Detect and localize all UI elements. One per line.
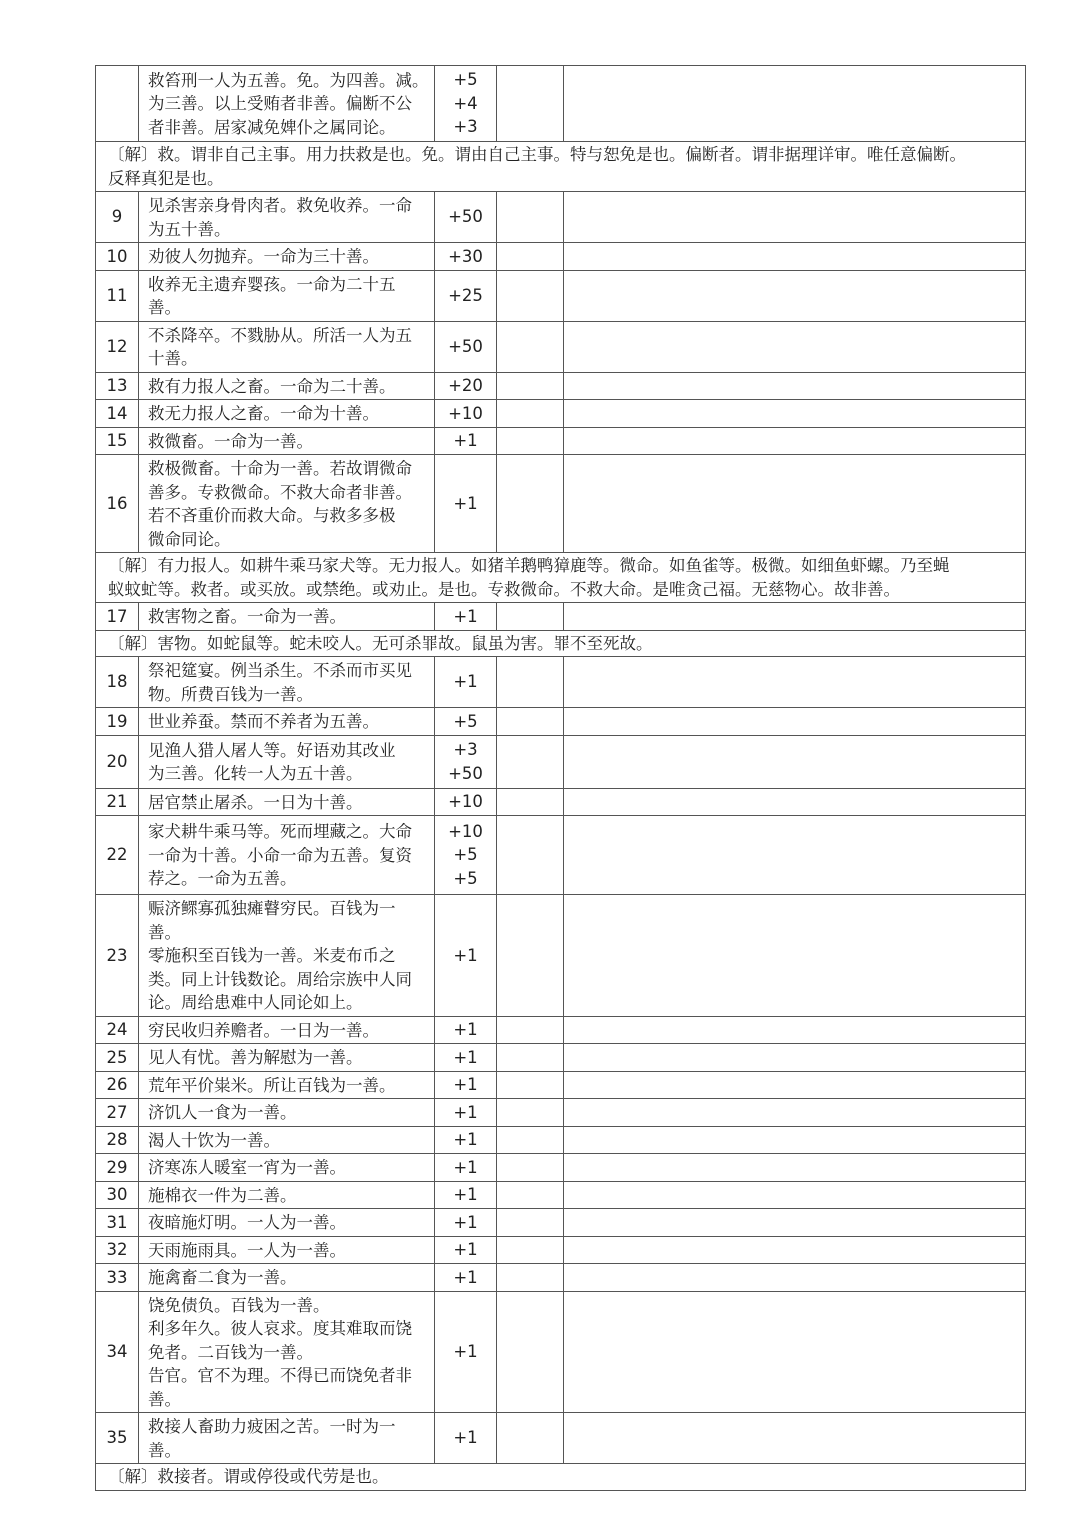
description-line: 救无力报人之畜。一命为十善。 [148, 404, 379, 423]
commentary-line: 〔解〕有力报人。如耕牛乘马家犬等。无力报人。如猪羊鹅鸭獐鹿等。微命。如鱼雀等。极微。如细鱼虾螺。乃至蝇 [108, 556, 950, 575]
merit-score [435, 1016, 497, 1044]
merit-score [435, 1291, 497, 1413]
description-line: 十善。 [148, 349, 198, 368]
merit-row [96, 708, 1026, 736]
merit-description [139, 427, 435, 455]
merit-score [435, 1209, 497, 1237]
description-line: 为三善。化转一人为五十善。 [148, 764, 363, 783]
description-line: 世业养蚕。禁而不养者为五善。 [148, 712, 379, 731]
description-line: 渴人十饮为一善。 [148, 1130, 280, 1150]
merit-description [139, 321, 435, 372]
merit-description [139, 708, 435, 736]
merit-description [139, 192, 435, 243]
tally-cell[interactable] [497, 372, 564, 400]
score-value: +1 [453, 1212, 478, 1232]
description-line: 善。 [148, 298, 181, 317]
merit-score [435, 895, 497, 1017]
score-value: +1 [453, 1240, 478, 1259]
item-number: 22 [96, 816, 139, 895]
merit-score [435, 1071, 497, 1099]
merit-description [139, 400, 435, 428]
merit-score [435, 708, 497, 736]
merit-score [435, 657, 497, 708]
description-line: 物。所费百钱为一善。 [148, 684, 313, 704]
merit-description [139, 1126, 435, 1154]
score-value: +1 [453, 1342, 478, 1361]
tally-cell[interactable] [497, 321, 564, 372]
score-value: +5 [453, 70, 478, 90]
merit-score [435, 455, 497, 553]
tally-cell[interactable] [497, 735, 564, 788]
score-value: +1 [453, 1047, 478, 1067]
tally-cell[interactable] [497, 270, 564, 321]
description-line: 善多。专救微命。不救大命者非善。 [148, 482, 412, 502]
score-value: +3 [453, 117, 478, 137]
description-line: 若不吝重价而救大命。与救多多极 [148, 506, 396, 525]
description-line: 救有力报人之畜。一命为二十善。 [148, 376, 396, 396]
merit-description [139, 1071, 435, 1099]
tally-cell[interactable] [497, 1099, 564, 1127]
merit-row [96, 1071, 1026, 1099]
commentary-line: 蚁蚊虻等。救者。或买放。或禁绝。或劝止。是也。专救微命。不救大命。是唯贪己福。无慈物心。故非善。 [108, 579, 900, 599]
item-number: 27 [96, 1099, 139, 1127]
remarks-cell[interactable] [564, 1126, 1026, 1154]
remarks-cell[interactable] [564, 1413, 1026, 1464]
merit-score [435, 192, 497, 243]
remarks-cell[interactable] [564, 192, 1026, 243]
item-number: 25 [96, 1044, 139, 1072]
merit-row [96, 788, 1026, 816]
score-value: +3 [453, 740, 478, 759]
merit-description [139, 1291, 435, 1413]
tally-cell[interactable] [497, 1236, 564, 1264]
description-line: 见人有忧。善为解慰为一善。 [148, 1048, 363, 1067]
item-number: 12 [96, 321, 139, 372]
merit-row [96, 735, 1026, 788]
commentary-text [96, 630, 1026, 657]
remarks-cell[interactable] [564, 895, 1026, 1017]
description-line: 施棉衣一件为二善。 [148, 1185, 297, 1205]
merit-row [96, 1264, 1026, 1292]
remarks-cell[interactable] [564, 1236, 1026, 1264]
merit-row [96, 1016, 1026, 1044]
remarks-cell[interactable] [564, 1209, 1026, 1237]
commentary-row [96, 1464, 1026, 1491]
item-number: 13 [96, 372, 139, 400]
merit-score [435, 816, 497, 895]
merit-row [96, 1209, 1026, 1237]
remarks-cell[interactable] [564, 1154, 1026, 1182]
tally-cell[interactable] [497, 455, 564, 553]
remarks-cell[interactable] [564, 455, 1026, 553]
tally-cell[interactable] [497, 1264, 564, 1292]
merit-row [96, 1181, 1026, 1209]
commentary-line: 反释真犯是也。 [108, 168, 224, 188]
merit-description [139, 735, 435, 788]
remarks-cell[interactable] [564, 1181, 1026, 1209]
tally-cell[interactable] [497, 1291, 564, 1413]
merit-row [96, 1154, 1026, 1182]
description-line: 施禽畜二食为一善。 [148, 1268, 297, 1287]
tally-cell[interactable] [497, 1126, 564, 1154]
item-number: 24 [96, 1016, 139, 1044]
description-line: 见杀害亲身骨肉者。救免收养。一命 [148, 196, 412, 215]
merit-row [96, 270, 1026, 321]
description-line: 荐之。一命为五善。 [148, 869, 297, 889]
score-value: +1 [453, 1020, 478, 1039]
merit-row [96, 1044, 1026, 1072]
tally-cell[interactable] [497, 1209, 564, 1237]
item-number: 20 [96, 735, 139, 788]
score-value: +5 [453, 711, 478, 731]
remarks-cell[interactable] [564, 270, 1026, 321]
remarks-cell[interactable] [564, 603, 1026, 631]
merit-row [96, 1099, 1026, 1127]
description-line: 微命同论。 [148, 529, 231, 549]
tally-cell[interactable] [497, 1016, 564, 1044]
item-number: 14 [96, 400, 139, 428]
item-number: 34 [96, 1291, 139, 1413]
merit-description [139, 1099, 435, 1127]
score-value: +1 [453, 1130, 478, 1149]
score-value: +5 [453, 845, 478, 865]
merit-description [139, 1044, 435, 1072]
merit-row [96, 1413, 1026, 1464]
commentary-text [96, 553, 1026, 603]
score-value: +1 [453, 672, 478, 692]
description-line: 救微畜。一命为一善。 [148, 431, 313, 451]
merit-description [139, 372, 435, 400]
score-value: +10 [448, 821, 483, 841]
item-number: 23 [96, 895, 139, 1017]
ledger-body [96, 66, 1026, 1491]
merit-description [139, 455, 435, 553]
merit-description [139, 1236, 435, 1264]
item-number: 26 [96, 1071, 139, 1099]
merit-score [435, 270, 497, 321]
merit-score [435, 603, 497, 631]
merit-row [96, 455, 1026, 553]
score-value: +10 [448, 403, 483, 423]
commentary-line: 〔解〕害物。如蛇鼠等。蛇未咬人。无可杀罪故。鼠虽为害。罪不至死故。 [108, 633, 653, 653]
description-line: 济饥人一食为一善。 [148, 1103, 297, 1122]
description-line: 论。周给患难中人同论如上。 [148, 993, 363, 1012]
description-line: 收养无主遗弃婴孩。一命为二十五 [148, 274, 396, 294]
tally-cell[interactable] [497, 1044, 564, 1072]
merit-description [139, 1264, 435, 1292]
merit-row [96, 66, 1026, 142]
item-number: 19 [96, 708, 139, 736]
merit-score [435, 1044, 497, 1072]
merit-description [139, 895, 435, 1017]
description-line: 救笞刑一人为五善。免。为四善。减。 [148, 70, 429, 90]
merit-score [435, 66, 497, 142]
score-value: +1 [453, 606, 478, 626]
score-value: +25 [448, 285, 483, 305]
merit-description [139, 1209, 435, 1237]
tally-cell[interactable] [497, 657, 564, 708]
remarks-cell[interactable] [564, 427, 1026, 455]
remarks-cell[interactable] [564, 243, 1026, 271]
score-value: +1 [453, 1267, 478, 1287]
item-number: 28 [96, 1126, 139, 1154]
merit-row [96, 816, 1026, 895]
description-line: 善。 [148, 1389, 181, 1409]
commentary-text [96, 142, 1026, 192]
remarks-cell[interactable] [564, 657, 1026, 708]
description-line: 穷民收归养赡者。一日为一善。 [148, 1020, 379, 1040]
description-line: 天雨施雨具。一人为一善。 [148, 1240, 346, 1260]
score-value: +1 [453, 431, 478, 450]
merit-row [96, 1291, 1026, 1413]
tally-cell[interactable] [497, 1071, 564, 1099]
merit-description [139, 1016, 435, 1044]
merit-ledger-page [95, 65, 1025, 1491]
item-number: 17 [96, 603, 139, 631]
description-line: 救害物之畜。一命为一善。 [148, 607, 346, 626]
remarks-cell[interactable] [564, 735, 1026, 788]
merit-description [139, 788, 435, 816]
item-number: 29 [96, 1154, 139, 1182]
score-value: +5 [453, 868, 478, 888]
description-line: 不杀降卒。不戮胁从。所活一人为五 [148, 325, 412, 345]
merit-row [96, 603, 1026, 631]
score-value: +1 [453, 1075, 478, 1094]
item-number: 11 [96, 270, 139, 321]
item-number: 21 [96, 788, 139, 816]
merit-score [435, 1181, 497, 1209]
merit-description [139, 66, 435, 142]
merit-score [435, 735, 497, 788]
tally-cell[interactable] [497, 816, 564, 895]
merit-score [435, 1236, 497, 1264]
score-value: +10 [448, 792, 483, 811]
merit-row [96, 243, 1026, 271]
commentary-text [96, 1464, 1026, 1491]
description-line: 劝彼人勿抛弃。一命为三十善。 [148, 247, 379, 266]
merit-description [139, 657, 435, 708]
description-line: 祭祀筵宴。例当杀生。不杀而市买见 [148, 661, 412, 680]
tally-cell[interactable] [497, 708, 564, 736]
merit-description [139, 1181, 435, 1209]
description-line: 救接人畜助力疲困之苦。一时为一 [148, 1417, 396, 1436]
score-value: +50 [448, 763, 483, 783]
merit-description [139, 603, 435, 631]
remarks-cell[interactable] [564, 788, 1026, 816]
commentary-row [96, 553, 1026, 603]
commentary-line: 〔解〕救接者。谓或停役或代劳是也。 [108, 1467, 389, 1486]
merit-row [96, 1126, 1026, 1154]
remarks-cell[interactable] [564, 1071, 1026, 1099]
merit-score [435, 1154, 497, 1182]
remarks-cell[interactable] [564, 321, 1026, 372]
description-line: 免者。二百钱为一善。 [148, 1342, 313, 1362]
item-number [96, 66, 139, 142]
score-value: +50 [448, 207, 483, 227]
item-number: 32 [96, 1236, 139, 1264]
merit-score [435, 321, 497, 372]
tally-cell[interactable] [497, 66, 564, 142]
remarks-cell[interactable] [564, 1264, 1026, 1292]
merit-score [435, 1126, 497, 1154]
description-line: 赈济鳏寡孤独瘫瞽穷民。百钱为一 [148, 899, 396, 918]
merit-row [96, 657, 1026, 708]
merit-description [139, 1154, 435, 1182]
score-value: +50 [448, 336, 483, 356]
remarks-cell[interactable] [564, 1044, 1026, 1072]
merit-score [435, 788, 497, 816]
merit-score [435, 427, 497, 455]
remarks-cell[interactable] [564, 66, 1026, 142]
tally-cell[interactable] [497, 603, 564, 631]
merit-row [96, 192, 1026, 243]
merit-row [96, 372, 1026, 400]
item-number: 9 [96, 192, 139, 243]
item-number: 10 [96, 243, 139, 271]
description-line: 见渔人猎人屠人等。好语劝其改业 [148, 740, 396, 760]
score-value: +30 [448, 246, 483, 266]
merit-score [435, 243, 497, 271]
merit-description [139, 816, 435, 895]
tally-cell[interactable] [497, 1181, 564, 1209]
score-value: +20 [448, 376, 483, 395]
tally-cell[interactable] [497, 400, 564, 428]
score-value: +4 [453, 93, 478, 113]
description-line: 荒年平价粜米。所让百钱为一善。 [148, 1075, 396, 1095]
commentary-row [96, 630, 1026, 657]
remarks-cell[interactable] [564, 708, 1026, 736]
item-number: 18 [96, 657, 139, 708]
merit-description [139, 243, 435, 271]
score-value: +1 [453, 1428, 478, 1448]
merit-ledger-table [95, 65, 1026, 1491]
merit-row [96, 1236, 1026, 1264]
merit-description [139, 1413, 435, 1464]
tally-cell[interactable] [497, 1154, 564, 1182]
description-line: 济寒冻人暖室一宵为一善。 [148, 1158, 346, 1177]
description-line: 夜暗施灯明。一人为一善。 [148, 1213, 346, 1232]
tally-cell[interactable] [497, 192, 564, 243]
merit-row [96, 400, 1026, 428]
remarks-cell[interactable] [564, 400, 1026, 428]
tally-cell[interactable] [497, 788, 564, 816]
merit-score [435, 372, 497, 400]
remarks-cell[interactable] [564, 1291, 1026, 1413]
remarks-cell[interactable] [564, 372, 1026, 400]
score-value: +1 [453, 493, 478, 513]
item-number: 30 [96, 1181, 139, 1209]
merit-row [96, 895, 1026, 1017]
tally-cell[interactable] [497, 1413, 564, 1464]
description-line: 为三善。以上受贿者非善。偏断不公 [148, 94, 412, 114]
description-line: 告官。官不为理。不得已而饶免者非 [148, 1366, 412, 1385]
description-line: 救极微畜。十命为一善。若故谓微命 [148, 459, 412, 478]
merit-score [435, 1413, 497, 1464]
score-value: +1 [453, 1157, 478, 1177]
description-line: 善。 [148, 1440, 181, 1460]
score-value: +1 [453, 1185, 478, 1204]
description-line: 为五十善。 [148, 219, 231, 239]
merit-score [435, 400, 497, 428]
merit-row [96, 427, 1026, 455]
tally-cell[interactable] [497, 243, 564, 271]
commentary-line: 〔解〕救。谓非自己主事。用力扶救是也。免。谓由自己主事。特与恕免是也。偏断者。谓非据理详审。唯任意偏断。 [108, 145, 966, 164]
item-number: 15 [96, 427, 139, 455]
merit-description [139, 270, 435, 321]
description-line: 善。 [148, 922, 181, 942]
description-line: 饶免债负。百钱为一善。 [148, 1295, 330, 1315]
remarks-cell[interactable] [564, 1099, 1026, 1127]
description-line: 居官禁止屠杀。一日为十善。 [148, 792, 363, 812]
commentary-row [96, 142, 1026, 192]
description-line: 者非善。居家减免婢仆之属同论。 [148, 117, 396, 137]
description-line: 一命为十善。小命一命为五善。复资 [148, 845, 412, 865]
description-line: 类。同上计钱数论。周给宗族中人同 [148, 969, 412, 989]
remarks-cell[interactable] [564, 816, 1026, 895]
merit-row [96, 321, 1026, 372]
tally-cell[interactable] [497, 895, 564, 1017]
description-line: 零施积至百钱为一善。米麦布币之 [148, 946, 396, 965]
merit-score [435, 1099, 497, 1127]
item-number: 31 [96, 1209, 139, 1237]
item-number: 33 [96, 1264, 139, 1292]
remarks-cell[interactable] [564, 1016, 1026, 1044]
item-number: 16 [96, 455, 139, 553]
description-line: 利多年久。彼人哀求。度其难取而饶 [148, 1319, 412, 1338]
tally-cell[interactable] [497, 427, 564, 455]
description-line: 家犬耕牛乘马等。死而埋藏之。大命 [148, 822, 412, 842]
merit-score [435, 1264, 497, 1292]
item-number: 35 [96, 1413, 139, 1464]
score-value: +1 [453, 1102, 478, 1122]
score-value: +1 [453, 945, 478, 965]
